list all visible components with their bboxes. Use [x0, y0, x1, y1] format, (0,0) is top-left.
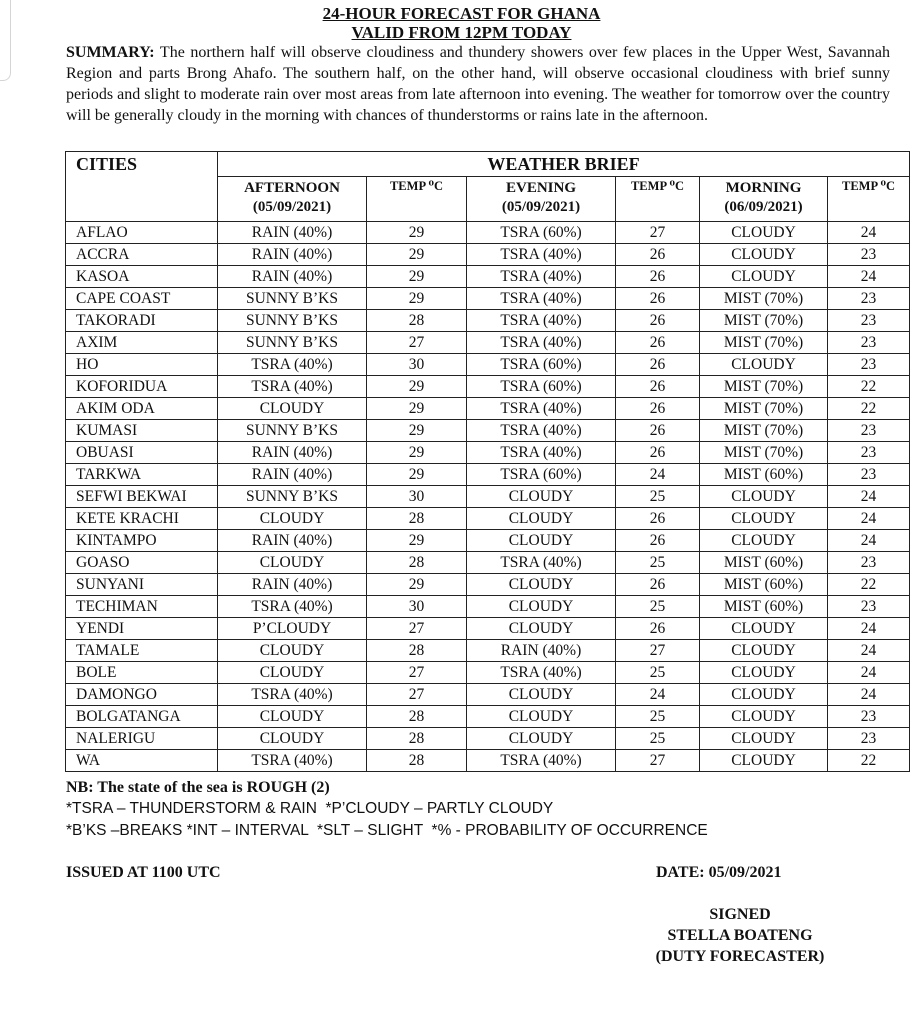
table-row: [66, 310, 910, 332]
summary-label: SUMMARY:: [66, 44, 155, 61]
table-row: [66, 332, 910, 354]
afternoon-weather-cell: CLOUDY: [218, 662, 367, 684]
evening-weather-cell: CLOUDY: [467, 486, 616, 508]
afternoon-weather-cell: RAIN (40%): [218, 222, 367, 244]
table-row: [66, 596, 910, 618]
morning-weather-cell: MIST (60%): [700, 574, 828, 596]
table-row: [66, 640, 910, 662]
morning-weather-cell: MIST (70%): [700, 420, 828, 442]
table-row: [66, 552, 910, 574]
table-row: [66, 464, 910, 486]
city-cell: TECHIMAN: [66, 596, 218, 618]
city-cell: GOASO: [66, 552, 218, 574]
morning-weather-cell: MIST (70%): [700, 332, 828, 354]
morning-weather-cell: CLOUDY: [700, 640, 828, 662]
afternoon-weather-cell: TSRA (40%): [218, 750, 367, 772]
afternoon-weather-cell: CLOUDY: [218, 508, 367, 530]
morning-temp-cell: 24: [828, 222, 910, 244]
city-cell: AKIM ODA: [66, 398, 218, 420]
evening-temp-cell: 26: [616, 574, 700, 596]
city-cell: AXIM: [66, 332, 218, 354]
evening-temp-cell: 24: [616, 684, 700, 706]
afternoon-weather-cell: TSRA (40%): [218, 596, 367, 618]
afternoon-weather-cell: TSRA (40%): [218, 354, 367, 376]
afternoon-weather-cell: RAIN (40%): [218, 244, 367, 266]
morning-weather-cell: MIST (70%): [700, 442, 828, 464]
table-row: [66, 574, 910, 596]
morning-temp-cell: 23: [828, 552, 910, 574]
table-row: [66, 244, 910, 266]
afternoon-weather-cell: CLOUDY: [218, 728, 367, 750]
afternoon-temp-cell: 28: [367, 508, 467, 530]
table-row: [66, 398, 910, 420]
city-cell: NALERIGU: [66, 728, 218, 750]
city-cell: KINTAMPO: [66, 530, 218, 552]
city-cell: TAKORADI: [66, 310, 218, 332]
city-cell: BOLE: [66, 662, 218, 684]
morning-temp-cell: 24: [828, 684, 910, 706]
morning-weather-cell: CLOUDY: [700, 728, 828, 750]
evening-weather-cell: TSRA (40%): [467, 332, 616, 354]
evening-temp-cell: 26: [616, 618, 700, 640]
afternoon-temp-cell: 29: [367, 222, 467, 244]
afternoon-weather-cell: CLOUDY: [218, 640, 367, 662]
forecaster-name: STELLA BOATENG: [667, 927, 813, 944]
evening-temp-cell: 25: [616, 662, 700, 684]
sea-state-note: NB: The state of the sea is ROUGH (2): [66, 779, 330, 796]
morning-temp-cell: 23: [828, 310, 910, 332]
evening-weather-cell: TSRA (40%): [467, 750, 616, 772]
afternoon-weather-cell: RAIN (40%): [218, 530, 367, 552]
evening-temp-cell: 25: [616, 728, 700, 750]
morning-temp-cell: 23: [828, 244, 910, 266]
evening-weather-cell: CLOUDY: [467, 684, 616, 706]
afternoon-temp-cell: 30: [367, 596, 467, 618]
morning-temp-header: TEMP ⁰C: [828, 177, 910, 222]
city-cell: KUMASI: [66, 420, 218, 442]
evening-temp-cell: 25: [616, 706, 700, 728]
afternoon-temp-cell: 29: [367, 244, 467, 266]
legend-line-2: *B’KS –BREAKS *INT – INTERVAL *SLT – SLIGHT *% - PROBABILITY OF OCCURRENCE: [66, 822, 708, 839]
evening-weather-cell: TSRA (40%): [467, 442, 616, 464]
evening-temp-cell: 25: [616, 596, 700, 618]
city-cell: YENDI: [66, 618, 218, 640]
afternoon-temp-cell: 29: [367, 266, 467, 288]
city-cell: KETE KRACHI: [66, 508, 218, 530]
afternoon-temp-cell: 28: [367, 750, 467, 772]
afternoon-weather-cell: SUNNY B’KS: [218, 310, 367, 332]
table-row: [66, 420, 910, 442]
issued-time: ISSUED AT 1100 UTC: [66, 864, 221, 881]
afternoon-weather-cell: P’CLOUDY: [218, 618, 367, 640]
afternoon-weather-cell: SUNNY B’KS: [218, 288, 367, 310]
evening-temp-cell: 27: [616, 750, 700, 772]
table-row: [66, 266, 910, 288]
morning-weather-cell: CLOUDY: [700, 530, 828, 552]
table-row: [66, 354, 910, 376]
evening-temp-cell: 25: [616, 552, 700, 574]
evening-weather-cell: TSRA (40%): [467, 266, 616, 288]
city-cell: ACCRA: [66, 244, 218, 266]
morning-weather-cell: CLOUDY: [700, 618, 828, 640]
forecast-table: [65, 151, 910, 772]
evening-weather-cell: TSRA (40%): [467, 662, 616, 684]
evening-temp-cell: 26: [616, 288, 700, 310]
validity-line: VALID FROM 12PM TODAY: [351, 23, 572, 42]
evening-temp-cell: 27: [616, 222, 700, 244]
morning-weather-cell: MIST (70%): [700, 376, 828, 398]
table-row: [66, 618, 910, 640]
evening-header: EVENING (05/09/2021): [467, 177, 616, 222]
legend-line-1: *TSRA – THUNDERSTORM & RAIN *P’CLOUDY – PARTLY CLOUDY: [66, 800, 554, 817]
morning-temp-cell: 23: [828, 464, 910, 486]
morning-temp-cell: 23: [828, 728, 910, 750]
table-row: [66, 662, 910, 684]
city-cell: DAMONGO: [66, 684, 218, 706]
afternoon-temp-cell: 29: [367, 420, 467, 442]
morning-temp-cell: 23: [828, 288, 910, 310]
city-cell: BOLGATANGA: [66, 706, 218, 728]
summary-paragraph: [66, 42, 890, 126]
afternoon-weather-cell: SUNNY B’KS: [218, 332, 367, 354]
evening-weather-cell: TSRA (60%): [467, 376, 616, 398]
table-row: [66, 684, 910, 706]
afternoon-weather-cell: RAIN (40%): [218, 266, 367, 288]
evening-temp-header: TEMP ⁰C: [616, 177, 700, 222]
signature-block: [630, 904, 850, 967]
afternoon-weather-cell: RAIN (40%): [218, 464, 367, 486]
morning-weather-cell: CLOUDY: [700, 508, 828, 530]
city-cell: HO: [66, 354, 218, 376]
table-row: [66, 222, 910, 244]
afternoon-weather-cell: SUNNY B’KS: [218, 486, 367, 508]
morning-temp-cell: 23: [828, 596, 910, 618]
morning-temp-cell: 24: [828, 618, 910, 640]
afternoon-temp-cell: 28: [367, 728, 467, 750]
evening-weather-cell: CLOUDY: [467, 508, 616, 530]
afternoon-temp-cell: 27: [367, 332, 467, 354]
evening-temp-cell: 26: [616, 310, 700, 332]
evening-temp-cell: 26: [616, 266, 700, 288]
morning-weather-cell: CLOUDY: [700, 354, 828, 376]
evening-temp-cell: 26: [616, 508, 700, 530]
evening-temp-cell: 26: [616, 354, 700, 376]
morning-weather-cell: CLOUDY: [700, 662, 828, 684]
morning-temp-cell: 22: [828, 376, 910, 398]
afternoon-weather-cell: CLOUDY: [218, 706, 367, 728]
table-row: [66, 376, 910, 398]
table-row: [66, 486, 910, 508]
evening-weather-cell: TSRA (40%): [467, 398, 616, 420]
table-row: [66, 750, 910, 772]
afternoon-weather-cell: RAIN (40%): [218, 442, 367, 464]
morning-weather-cell: MIST (60%): [700, 552, 828, 574]
morning-weather-cell: CLOUDY: [700, 266, 828, 288]
cities-header: CITIES: [66, 152, 218, 222]
morning-weather-cell: MIST (70%): [700, 310, 828, 332]
morning-temp-cell: 23: [828, 354, 910, 376]
issue-date: DATE: 05/09/2021: [656, 864, 782, 881]
morning-temp-cell: 23: [828, 332, 910, 354]
evening-temp-cell: 25: [616, 486, 700, 508]
afternoon-weather-cell: TSRA (40%): [218, 684, 367, 706]
evening-temp-cell: 27: [616, 640, 700, 662]
afternoon-temp-cell: 29: [367, 574, 467, 596]
afternoon-temp-cell: 30: [367, 486, 467, 508]
afternoon-temp-cell: 28: [367, 640, 467, 662]
evening-temp-cell: 26: [616, 398, 700, 420]
afternoon-weather-cell: SUNNY B’KS: [218, 420, 367, 442]
morning-weather-cell: MIST (70%): [700, 288, 828, 310]
morning-weather-cell: MIST (60%): [700, 464, 828, 486]
city-cell: WA: [66, 750, 218, 772]
morning-weather-cell: CLOUDY: [700, 244, 828, 266]
afternoon-weather-cell: RAIN (40%): [218, 574, 367, 596]
evening-weather-cell: CLOUDY: [467, 706, 616, 728]
evening-weather-cell: CLOUDY: [467, 596, 616, 618]
evening-weather-cell: TSRA (40%): [467, 288, 616, 310]
evening-weather-cell: TSRA (60%): [467, 222, 616, 244]
morning-temp-cell: 24: [828, 640, 910, 662]
afternoon-temp-cell: 29: [367, 464, 467, 486]
summary-text: The northern half will observe cloudiness and thundery showers over few places in the Upper West, Savannah Region and parts Brong Ahafo. The southern half, on the other hand, will observe occasional cloudiness with brief sunny periods and slight to moderate rain over most areas from late afternoon into evening. The weather for tomorrow over the country will be generally cloudy in the morning with chances of thunderstorms or rains late in the afternoon.: [66, 44, 890, 124]
city-cell: SUNYANI: [66, 574, 218, 596]
table-row: [66, 508, 910, 530]
afternoon-temp-cell: 29: [367, 442, 467, 464]
morning-temp-cell: 24: [828, 530, 910, 552]
morning-weather-cell: CLOUDY: [700, 222, 828, 244]
table-row: [66, 288, 910, 310]
evening-temp-cell: 26: [616, 332, 700, 354]
evening-temp-cell: 26: [616, 442, 700, 464]
document-title: 24-HOUR FORECAST FOR GHANA: [322, 4, 601, 23]
afternoon-temp-cell: 29: [367, 530, 467, 552]
morning-temp-cell: 24: [828, 486, 910, 508]
table-row: [66, 442, 910, 464]
table-row: [66, 530, 910, 552]
afternoon-temp-cell: 27: [367, 684, 467, 706]
evening-weather-cell: RAIN (40%): [467, 640, 616, 662]
city-cell: TAMALE: [66, 640, 218, 662]
evening-weather-cell: TSRA (60%): [467, 354, 616, 376]
evening-weather-cell: CLOUDY: [467, 618, 616, 640]
evening-temp-cell: 24: [616, 464, 700, 486]
city-cell: SEFWI BEKWAI: [66, 486, 218, 508]
afternoon-temp-cell: 28: [367, 706, 467, 728]
afternoon-temp-cell: 30: [367, 354, 467, 376]
evening-temp-cell: 26: [616, 244, 700, 266]
evening-temp-cell: 26: [616, 530, 700, 552]
city-cell: AFLAO: [66, 222, 218, 244]
morning-weather-cell: MIST (60%): [700, 596, 828, 618]
morning-temp-cell: 23: [828, 420, 910, 442]
afternoon-temp-cell: 29: [367, 288, 467, 310]
evening-temp-cell: 26: [616, 376, 700, 398]
city-cell: OBUASI: [66, 442, 218, 464]
evening-weather-cell: CLOUDY: [467, 728, 616, 750]
city-cell: CAPE COAST: [66, 288, 218, 310]
morning-weather-cell: CLOUDY: [700, 750, 828, 772]
evening-weather-cell: TSRA (60%): [467, 464, 616, 486]
morning-temp-cell: 24: [828, 508, 910, 530]
evening-temp-cell: 26: [616, 420, 700, 442]
afternoon-header: AFTERNOON (05/09/2021): [218, 177, 367, 222]
weather-brief-header: WEATHER BRIEF: [218, 152, 910, 177]
morning-temp-cell: 24: [828, 662, 910, 684]
city-cell: KASOA: [66, 266, 218, 288]
morning-weather-cell: CLOUDY: [700, 706, 828, 728]
afternoon-temp-cell: 28: [367, 552, 467, 574]
forecaster-role: (DUTY FORECASTER): [655, 948, 825, 965]
evening-weather-cell: TSRA (40%): [467, 420, 616, 442]
afternoon-temp-cell: 27: [367, 618, 467, 640]
afternoon-weather-cell: TSRA (40%): [218, 376, 367, 398]
city-cell: KOFORIDUA: [66, 376, 218, 398]
afternoon-temp-cell: 29: [367, 376, 467, 398]
evening-weather-cell: CLOUDY: [467, 530, 616, 552]
evening-weather-cell: TSRA (40%): [467, 310, 616, 332]
morning-temp-cell: 22: [828, 750, 910, 772]
table-row: [66, 728, 910, 750]
morning-temp-cell: 22: [828, 398, 910, 420]
signed-label: SIGNED: [709, 906, 771, 923]
afternoon-temp-header: TEMP ⁰C: [367, 177, 467, 222]
afternoon-temp-cell: 27: [367, 662, 467, 684]
city-cell: TARKWA: [66, 464, 218, 486]
afternoon-temp-cell: 28: [367, 310, 467, 332]
morning-weather-cell: CLOUDY: [700, 684, 828, 706]
evening-weather-cell: TSRA (40%): [467, 552, 616, 574]
morning-weather-cell: MIST (70%): [700, 398, 828, 420]
afternoon-temp-cell: 29: [367, 398, 467, 420]
header-row-top: [66, 152, 910, 177]
table-row: [66, 706, 910, 728]
afternoon-weather-cell: CLOUDY: [218, 398, 367, 420]
afternoon-weather-cell: CLOUDY: [218, 552, 367, 574]
morning-header: MORNING (06/09/2021): [700, 177, 828, 222]
evening-weather-cell: TSRA (40%): [467, 244, 616, 266]
morning-temp-cell: 23: [828, 442, 910, 464]
morning-temp-cell: 24: [828, 266, 910, 288]
morning-weather-cell: CLOUDY: [700, 486, 828, 508]
morning-temp-cell: 22: [828, 574, 910, 596]
evening-weather-cell: CLOUDY: [467, 574, 616, 596]
morning-temp-cell: 23: [828, 706, 910, 728]
